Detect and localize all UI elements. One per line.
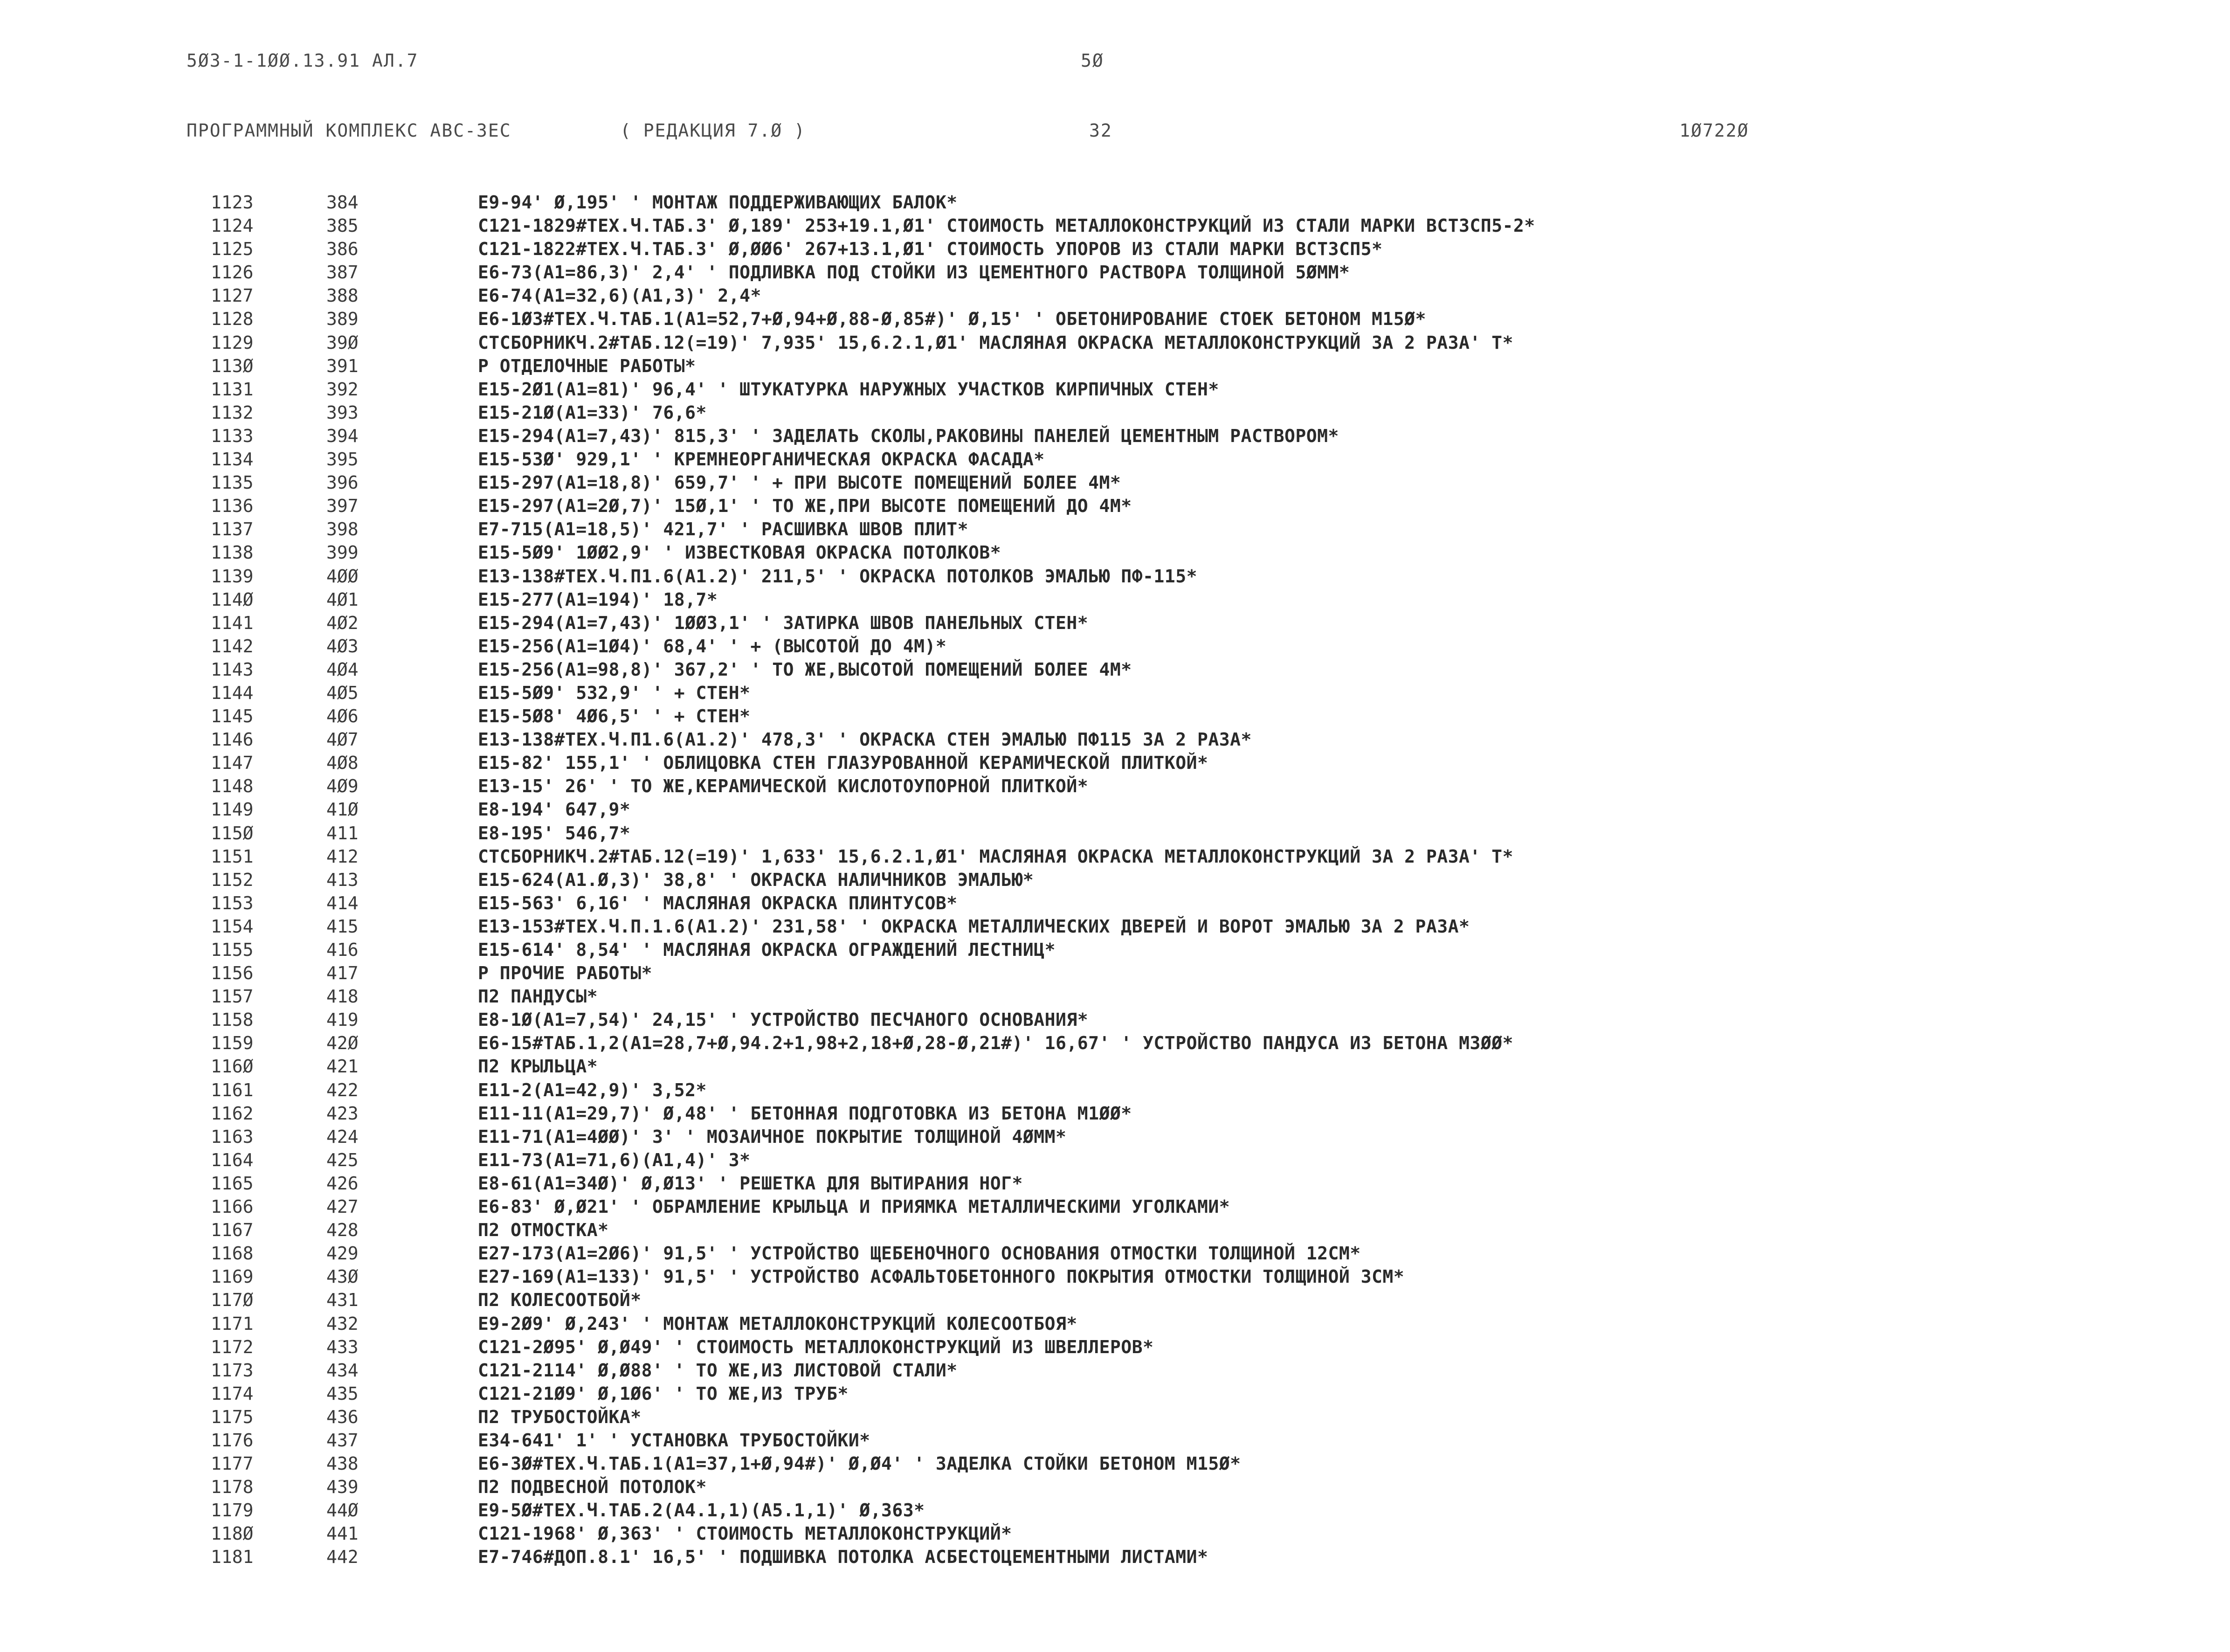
- listing-row: [0, 846, 2230, 870]
- line-number: 1156: [211, 963, 254, 984]
- listing-row: [0, 285, 2230, 309]
- line-number: 1152: [211, 869, 254, 890]
- line-number: 1155: [211, 940, 254, 960]
- listing-row: [0, 1523, 2230, 1547]
- listing-entry-text: Е8-195' 546,7*: [478, 823, 631, 843]
- sequence-number: 44Ø: [326, 1500, 359, 1521]
- line-number: 1173: [211, 1360, 254, 1381]
- line-number: 1123: [211, 192, 254, 213]
- sequence-number: 425: [326, 1149, 359, 1170]
- sequence-number: 43Ø: [326, 1266, 359, 1287]
- line-number: 1181: [211, 1547, 254, 1568]
- sequence-number: 399: [326, 542, 359, 563]
- sequence-number: 436: [326, 1406, 359, 1427]
- line-number: 1127: [211, 285, 254, 306]
- sequence-number: 424: [326, 1126, 359, 1147]
- listing-row: [0, 659, 2230, 683]
- listing-entry-text: Е15-294(А1=7,43)' 815,3' ' ЗАДЕЛАТЬ СКОЛЫ,РАКОВИНЫ ПАНЕЛЕЙ ЦЕМЕНТНЫМ РАСТВОРОМ*: [478, 425, 1339, 446]
- listing-row: [0, 1477, 2230, 1500]
- listing-row: [0, 192, 2230, 215]
- listing-entry-text: Е15-256(А1=1Ø4)' 68,4' ' + (ВЫСОТОЙ ДО 4М)*: [478, 636, 947, 657]
- sequence-number: 41Ø: [326, 799, 359, 820]
- listing-entry-text: Е11-2(А1=42,9)' 3,52*: [478, 1079, 707, 1100]
- sequence-number: 435: [326, 1383, 359, 1404]
- sequence-number: 4ØØ: [326, 566, 359, 587]
- sequence-number: 428: [326, 1220, 359, 1241]
- sequence-number: 411: [326, 823, 359, 843]
- listing-entry-text: Е15-5Ø9' 1ØØ2,9' ' ИЗВЕСТКОВАЯ ОКРАСКА ПОТОЛКОВ*: [478, 542, 1001, 563]
- line-number: 1148: [211, 776, 254, 797]
- listing-entry-text: Е15-297(А1=2Ø,7)' 15Ø,1' ' ТО ЖЕ,ПРИ ВЫСОТЕ ПОМЕЩЕНИЙ ДО 4М*: [478, 496, 1132, 517]
- listing-entry-text: Е15-53Ø' 929,1' ' КРЕМНЕОРГАНИЧЕСКАЯ ОКРАСКА ФАСАДА*: [478, 449, 1045, 470]
- line-number: 1128: [211, 309, 254, 330]
- listing-row: [0, 332, 2230, 356]
- listing-entry-text: Е15-277(А1=194)' 18,7*: [478, 589, 718, 610]
- listing-row: [0, 496, 2230, 519]
- sequence-number: 4Ø5: [326, 682, 359, 703]
- listing-entry-text: Е9-94' Ø,195' ' МОНТАЖ ПОДДЕРЖИВАЮЩИХ БАЛОК*: [478, 192, 958, 213]
- line-number: 1167: [211, 1220, 254, 1241]
- listing-entry-text: Е15-256(А1=98,8)' 367,2' ' ТО ЖЕ,ВЫСОТОЙ ПОМЕЩЕНИЙ БОЛЕЕ 4М*: [478, 659, 1132, 680]
- listing-row: [0, 239, 2230, 262]
- listing-entry-text: С121-21Ø9' Ø,1Ø6' ' ТО ЖЕ,ИЗ ТРУБ*: [478, 1383, 849, 1404]
- sequence-number: 419: [326, 1009, 359, 1030]
- listing-row: [0, 1173, 2230, 1196]
- sequence-number: 4Ø4: [326, 659, 359, 680]
- sequence-number: 39Ø: [326, 332, 359, 353]
- line-number: 1145: [211, 706, 254, 727]
- line-number: 1146: [211, 729, 254, 750]
- listing-row: [0, 1080, 2230, 1103]
- listing-entry-text: Е6-3Ø#ТЕХ.Ч.ТАБ.1(А1=37,1+Ø,94#)' Ø,Ø4' ' ЗАДЕЛКА СТОЙКИ БЕТОНОМ М15Ø*: [478, 1453, 1241, 1474]
- listing-row: [0, 402, 2230, 426]
- program-edition: ( РЕДАКЦИЯ 7.Ø ): [620, 120, 806, 141]
- line-number: 1129: [211, 332, 254, 353]
- listing-row: [0, 916, 2230, 940]
- listing-row: [0, 1383, 2230, 1407]
- listing-row: [0, 706, 2230, 729]
- line-number: 1179: [211, 1500, 254, 1521]
- listing-entry-text: Е6-15#ТАБ.1,2(А1=28,7+Ø,94.2+1,98+2,18+Ø,28-Ø,21#)' 16,67' ' УСТРОЙСТВО ПАНДУСА ИЗ БЕТОНА М3ØØ*: [478, 1033, 1513, 1054]
- listing-entry-text: СТСБОРНИКЧ.2#ТАБ.12(=19)' 1,633' 15,6.2.1,Ø1' МАСЛЯНАЯ ОКРАСКА МЕТАЛЛОКОНСТРУКЦИЙ ЗА 2 РАЗА' Т*: [478, 846, 1513, 867]
- listing-entry-text: Е15-614' 8,54' ' МАСЛЯНАЯ ОКРАСКА ОГРАЖДЕНИЙ ЛЕСТНИЦ*: [478, 940, 1056, 960]
- sequence-number: 398: [326, 519, 359, 540]
- sequence-number: 4Ø3: [326, 636, 359, 657]
- line-number: 1169: [211, 1266, 254, 1287]
- listing-row: [0, 729, 2230, 753]
- sequence-number: 391: [326, 355, 359, 376]
- listing-entry-text: Е13-138#ТЕХ.Ч.П1.6(А1.2)' 478,3' ' ОКРАСКА СТЕН ЭМАЛЬЮ ПФ115 ЗА 2 РАЗА*: [478, 729, 1252, 750]
- listing-row: [0, 1337, 2230, 1360]
- line-number: 1161: [211, 1079, 254, 1100]
- line-number: 1175: [211, 1406, 254, 1427]
- listing-entry-text: С121-1968' Ø,363' ' СТОИМОСТЬ МЕТАЛЛОКОНСТРУКЦИЙ*: [478, 1523, 1012, 1544]
- listing-entry-text: Е15-297(А1=18,8)' 659,7' ' + ПРИ ВЫСОТЕ ПОМЕЩЕНИЙ БОЛЕЕ 4М*: [478, 472, 1121, 493]
- line-number: 1138: [211, 542, 254, 563]
- line-number: 1153: [211, 892, 254, 913]
- listing-entry-text: Е6-83' Ø,Ø21' ' ОБРАМЛЕНИЕ КРЫЛЬЦА И ПРИЯМКА МЕТАЛЛИЧЕСКИМИ УГОЛКАМИ*: [478, 1196, 1230, 1217]
- listing-entry-text: Е15-5Ø8' 4Ø6,5' ' + СТЕН*: [478, 706, 751, 727]
- line-number: 1125: [211, 239, 254, 260]
- listing-entry-text: Е11-11(А1=29,7)' Ø,48' ' БЕТОННАЯ ПОДГОТОВКА ИЗ БЕТОНА М1ØØ*: [478, 1103, 1132, 1124]
- listing-row: [0, 753, 2230, 776]
- listing-row: [0, 799, 2230, 823]
- listing-entry-text: Е8-194' 647,9*: [478, 799, 631, 820]
- listing-row: [0, 870, 2230, 893]
- listing-entry-text: Е6-74(А1=32,6)(А1,3)' 2,4*: [478, 285, 761, 306]
- listing-entry-text: С121-2Ø95' Ø,Ø49' ' СТОИМОСТЬ МЕТАЛЛОКОНСТРУКЦИЙ ИЗ ШВЕЛЛЕРОВ*: [478, 1336, 1154, 1357]
- listing-page-number: 32: [1089, 120, 1112, 141]
- sequence-number: 417: [326, 963, 359, 984]
- listing-row: [0, 1056, 2230, 1079]
- listing-row: [0, 823, 2230, 846]
- listing-row: [0, 940, 2230, 963]
- line-number: 1166: [211, 1196, 254, 1217]
- listing-entry-text: Е15-82' 155,1' ' ОБЛИЦОВКА СТЕН ГЛАЗУРОВАННОЙ КЕРАМИЧЕСКОЙ ПЛИТКОЙ*: [478, 753, 1208, 774]
- line-number: 1135: [211, 472, 254, 493]
- page-number: 5Ø: [1081, 50, 1104, 71]
- sequence-number: 421: [326, 1056, 359, 1077]
- sequence-number: 42Ø: [326, 1033, 359, 1054]
- sequence-number: 4Ø7: [326, 729, 359, 750]
- listing-row: [0, 262, 2230, 285]
- listing-entry-text: Е15-624(А1.Ø,3)' 38,8' ' ОКРАСКА НАЛИЧНИКОВ ЭМАЛЬЮ*: [478, 869, 1034, 890]
- line-number: 1133: [211, 425, 254, 446]
- line-number: 1178: [211, 1477, 254, 1498]
- listing-entry-text: Е11-71(А1=4ØØ)' 3' ' МОЗАИЧНОЕ ПОКРЫТИЕ ТОЛЩИНОЙ 4ØММ*: [478, 1126, 1067, 1147]
- sequence-number: 427: [326, 1196, 359, 1217]
- line-number: 114Ø: [211, 589, 254, 610]
- listing-table: [0, 192, 2230, 1570]
- listing-entry-text: Е6-1Ø3#ТЕХ.Ч.ТАБ.1(А1=52,7+Ø,94+Ø,88-Ø,85#)' Ø,15' ' ОБЕТОНИРОВАНИЕ СТОЕК БЕТОНОМ М15Ø*: [478, 309, 1426, 330]
- sequence-number: 416: [326, 940, 359, 960]
- listing-row: [0, 215, 2230, 239]
- sequence-number: 438: [326, 1453, 359, 1474]
- listing-row: [0, 613, 2230, 636]
- line-number: 115Ø: [211, 823, 254, 843]
- line-number: 1131: [211, 379, 254, 400]
- line-number: 1147: [211, 753, 254, 774]
- listing-entry-text: С121-1829#ТЕХ.Ч.ТАБ.3' Ø,189' 253+19.1,Ø1' СТОИМОСТЬ МЕТАЛЛОКОНСТРУКЦИЙ ИЗ СТАЛИ МАРКИ ВСТ3СП5-2*: [478, 215, 1535, 236]
- listing-row: [0, 1430, 2230, 1453]
- sequence-number: 423: [326, 1103, 359, 1124]
- listing-row: [0, 519, 2230, 542]
- listing-row: [0, 1453, 2230, 1477]
- sequence-number: 432: [326, 1313, 359, 1334]
- listing-entry-text: С121-1822#ТЕХ.Ч.ТАБ.3' Ø,ØØ6' 267+13.1,Ø1' СТОИМОСТЬ УПОРОВ ИЗ СТАЛИ МАРКИ ВСТ3СП5*: [478, 239, 1383, 260]
- sequence-number: 418: [326, 986, 359, 1007]
- line-number: 1143: [211, 659, 254, 680]
- line-number: 1139: [211, 566, 254, 587]
- line-number: 1162: [211, 1103, 254, 1124]
- listing-entry-text: Е6-73(А1=86,3)' 2,4' ' ПОДЛИВКА ПОД СТОЙКИ ИЗ ЦЕМЕНТНОГО РАСТВОРА ТОЛЩИНОЙ 5ØММ*: [478, 262, 1350, 283]
- line-number: 1149: [211, 799, 254, 820]
- line-number: 1172: [211, 1336, 254, 1357]
- sequence-number: 4Ø9: [326, 776, 359, 797]
- sequence-number: 4Ø6: [326, 706, 359, 727]
- line-number: 1151: [211, 846, 254, 867]
- sequence-number: 437: [326, 1430, 359, 1451]
- sequence-number: 389: [326, 309, 359, 330]
- listing-row: [0, 776, 2230, 799]
- line-number: 1124: [211, 215, 254, 236]
- listing-entry-text: Е11-73(А1=71,6)(А1,4)' 3*: [478, 1149, 751, 1170]
- listing-entry-text: П2 ПОДВЕСНОЙ ПОТОЛОК*: [478, 1477, 707, 1498]
- sequence-number: 393: [326, 402, 359, 423]
- listing-row: [0, 1243, 2230, 1266]
- listing-entry-text: П2 КРЫЛЬЦА*: [478, 1056, 598, 1077]
- line-number: 117Ø: [211, 1290, 254, 1311]
- listing-entry-text: С121-2114' Ø,Ø88' ' ТО ЖЕ,ИЗ ЛИСТОВОЙ СТАЛИ*: [478, 1360, 958, 1381]
- listing-row: [0, 1360, 2230, 1383]
- listing-entry-text: П2 КОЛЕСООТБОЙ*: [478, 1290, 642, 1311]
- sequence-number: 4Ø1: [326, 589, 359, 610]
- sequence-number: 395: [326, 449, 359, 470]
- listing-row: [0, 379, 2230, 402]
- job-number: 1Ø722Ø: [1679, 120, 1749, 141]
- sequence-number: 429: [326, 1243, 359, 1264]
- listing-entry-text: П2 ТРУБОСТОЙКА*: [478, 1406, 642, 1427]
- listing-entry-text: Е15-5Ø9' 532,9' ' + СТЕН*: [478, 682, 751, 703]
- listing-row: [0, 1033, 2230, 1056]
- listing-entry-text: Е13-15' 26' ' ТО ЖЕ,КЕРАМИЧЕСКОЙ КИСЛОТОУПОРНОЙ ПЛИТКОЙ*: [478, 776, 1089, 797]
- listing-entry-text: Е13-138#ТЕХ.Ч.П1.6(А1.2)' 211,5' ' ОКРАСКА ПОТОЛКОВ ЭМАЛЬЮ ПФ-115*: [478, 566, 1197, 587]
- listing-row: [0, 986, 2230, 1009]
- line-number: 1136: [211, 496, 254, 517]
- line-number: 1165: [211, 1173, 254, 1194]
- sequence-number: 384: [326, 192, 359, 213]
- line-number: 1134: [211, 449, 254, 470]
- sequence-number: 426: [326, 1173, 359, 1194]
- listing-entry-text: Е27-173(А1=2Ø6)' 91,5' ' УСТРОЙСТВО ЩЕБЕНОЧНОГО ОСНОВАНИЯ ОТМОСТКИ ТОЛЩИНОЙ 12СМ*: [478, 1243, 1361, 1264]
- line-number: 1158: [211, 1009, 254, 1030]
- sequence-number: 396: [326, 472, 359, 493]
- listing-row: [0, 356, 2230, 379]
- sequence-number: 441: [326, 1523, 359, 1544]
- listing-row: [0, 472, 2230, 496]
- sequence-number: 433: [326, 1336, 359, 1357]
- line-number: 1137: [211, 519, 254, 540]
- listing-row: [0, 542, 2230, 566]
- listing-row: [0, 1196, 2230, 1220]
- listing-row: [0, 309, 2230, 332]
- sequence-number: 413: [326, 869, 359, 890]
- line-number: 1176: [211, 1430, 254, 1451]
- sequence-number: 422: [326, 1079, 359, 1100]
- listing-entry-text: П2 ОТМОСТКА*: [478, 1220, 609, 1241]
- listing-row: [0, 589, 2230, 613]
- listing-entry-text: Е7-746#ДОП.8.1' 16,5' ' ПОДШИВКА ПОТОЛКА АСБЕСТОЦЕМЕНТНЫМИ ЛИСТАМИ*: [478, 1547, 1208, 1568]
- sequence-number: 442: [326, 1547, 359, 1568]
- listing-row: [0, 636, 2230, 659]
- sequence-number: 394: [326, 425, 359, 446]
- listing-row: [0, 1220, 2230, 1243]
- sequence-number: 397: [326, 496, 359, 517]
- listing-entry-text: Р ПРОЧИЕ РАБОТЫ*: [478, 963, 653, 984]
- listing-row: [0, 1547, 2230, 1570]
- listing-row: [0, 566, 2230, 589]
- listing-row: [0, 1103, 2230, 1127]
- listing-row: [0, 1009, 2230, 1033]
- sequence-number: 434: [326, 1360, 359, 1381]
- listing-row: [0, 1127, 2230, 1150]
- listing-entry-text: Е9-2Ø9' Ø,243' ' МОНТАЖ МЕТАЛЛОКОНСТРУКЦИЙ КОЛЕСООТБОЯ*: [478, 1313, 1077, 1334]
- listing-row: [0, 1407, 2230, 1430]
- listing-entry-text: Р ОТДЕЛОЧНЫЕ РАБОТЫ*: [478, 355, 696, 376]
- sequence-number: 439: [326, 1477, 359, 1498]
- sequence-number: 387: [326, 262, 359, 283]
- listing-entry-text: Е15-2Ø1(А1=81)' 96,4' ' ШТУКАТУРКА НАРУЖНЫХ УЧАСТКОВ КИРПИЧНЫХ СТЕН*: [478, 379, 1219, 400]
- listing-row: [0, 426, 2230, 449]
- sequence-number: 412: [326, 846, 359, 867]
- sequence-number: 4Ø8: [326, 753, 359, 774]
- listing-entry-text: СТСБОРНИКЧ.2#ТАБ.12(=19)' 7,935' 15,6.2.1,Ø1' МАСЛЯНАЯ ОКРАСКА МЕТАЛЛОКОНСТРУКЦИЙ ЗА 2 РАЗА' Т*: [478, 332, 1513, 353]
- line-number: 1141: [211, 612, 254, 633]
- listing-row: [0, 449, 2230, 472]
- line-number: 1168: [211, 1243, 254, 1264]
- listing-row: [0, 893, 2230, 916]
- listing-row: [0, 1290, 2230, 1313]
- document-code: 5Ø3-1-1ØØ.13.91 АЛ.7: [186, 50, 419, 71]
- line-number: 1126: [211, 262, 254, 283]
- listing-row: [0, 1266, 2230, 1290]
- listing-entry-text: Е15-294(А1=7,43)' 1ØØ3,1' ' ЗАТИРКА ШВОВ ПАНЕЛЬНЫХ СТЕН*: [478, 612, 1089, 633]
- listing-entry-text: Е15-563' 6,16' ' МАСЛЯНАЯ ОКРАСКА ПЛИНТУСОВ*: [478, 892, 958, 913]
- listing-entry-text: Е13-153#ТЕХ.Ч.П.1.6(А1.2)' 231,58' ' ОКРАСКА МЕТАЛЛИЧЕСКИХ ДВЕРЕЙ И ВОРОТ ЭМАЛЬЮ ЗА 2 РАЗА*: [478, 916, 1470, 937]
- line-number: 1174: [211, 1383, 254, 1404]
- line-number: 1132: [211, 402, 254, 423]
- listing-row: [0, 1500, 2230, 1523]
- line-number: 1154: [211, 916, 254, 937]
- line-number: 1177: [211, 1453, 254, 1474]
- listing-entry-text: Е8-61(А1=34Ø)' Ø,Ø13' ' РЕШЕТКА ДЛЯ ВЫТИРАНИЯ НОГ*: [478, 1173, 1023, 1194]
- line-number: 113Ø: [211, 355, 254, 376]
- line-number: 1157: [211, 986, 254, 1007]
- line-number: 1163: [211, 1126, 254, 1147]
- line-number: 118Ø: [211, 1523, 254, 1544]
- sequence-number: 414: [326, 892, 359, 913]
- sequence-number: 386: [326, 239, 359, 260]
- sequence-number: 392: [326, 379, 359, 400]
- listing-entry-text: Е8-1Ø(А1=7,54)' 24,15' ' УСТРОЙСТВО ПЕСЧАНОГО ОСНОВАНИЯ*: [478, 1009, 1089, 1030]
- line-number: 1171: [211, 1313, 254, 1334]
- listing-entry-text: Е7-715(А1=18,5)' 421,7' ' РАСШИВКА ШВОВ ПЛИТ*: [478, 519, 969, 540]
- listing-row: [0, 1150, 2230, 1173]
- listing-entry-text: П2 ПАНДУСЫ*: [478, 986, 598, 1007]
- line-number: 1142: [211, 636, 254, 657]
- line-number: 1159: [211, 1033, 254, 1054]
- sequence-number: 388: [326, 285, 359, 306]
- sequence-number: 415: [326, 916, 359, 937]
- listing-row: [0, 1313, 2230, 1337]
- sequence-number: 431: [326, 1290, 359, 1311]
- line-number: 1164: [211, 1149, 254, 1170]
- listing-row: [0, 963, 2230, 986]
- line-number: 1144: [211, 682, 254, 703]
- line-number: 116Ø: [211, 1056, 254, 1077]
- listing-entry-text: Е34-641' 1' ' УСТАНОВКА ТРУБОСТОЙКИ*: [478, 1430, 870, 1451]
- program-name: ПРОГРАММНЫЙ КОМПЛЕКС АВС-3ЕС: [186, 120, 511, 141]
- listing-entry-text: Е15-21Ø(А1=33)' 76,6*: [478, 402, 707, 423]
- listing-row: [0, 683, 2230, 706]
- listing-entry-text: Е9-5Ø#ТЕХ.Ч.ТАБ.2(А4.1,1)(А5.1,1)' Ø,363*: [478, 1500, 925, 1521]
- sequence-number: 385: [326, 215, 359, 236]
- sequence-number: 4Ø2: [326, 612, 359, 633]
- listing-entry-text: Е27-169(А1=133)' 91,5' ' УСТРОЙСТВО АСФАЛЬТОБЕТОННОГО ПОКРЫТИЯ ОТМОСТКИ ТОЛЩИНОЙ 3СМ*: [478, 1266, 1405, 1287]
